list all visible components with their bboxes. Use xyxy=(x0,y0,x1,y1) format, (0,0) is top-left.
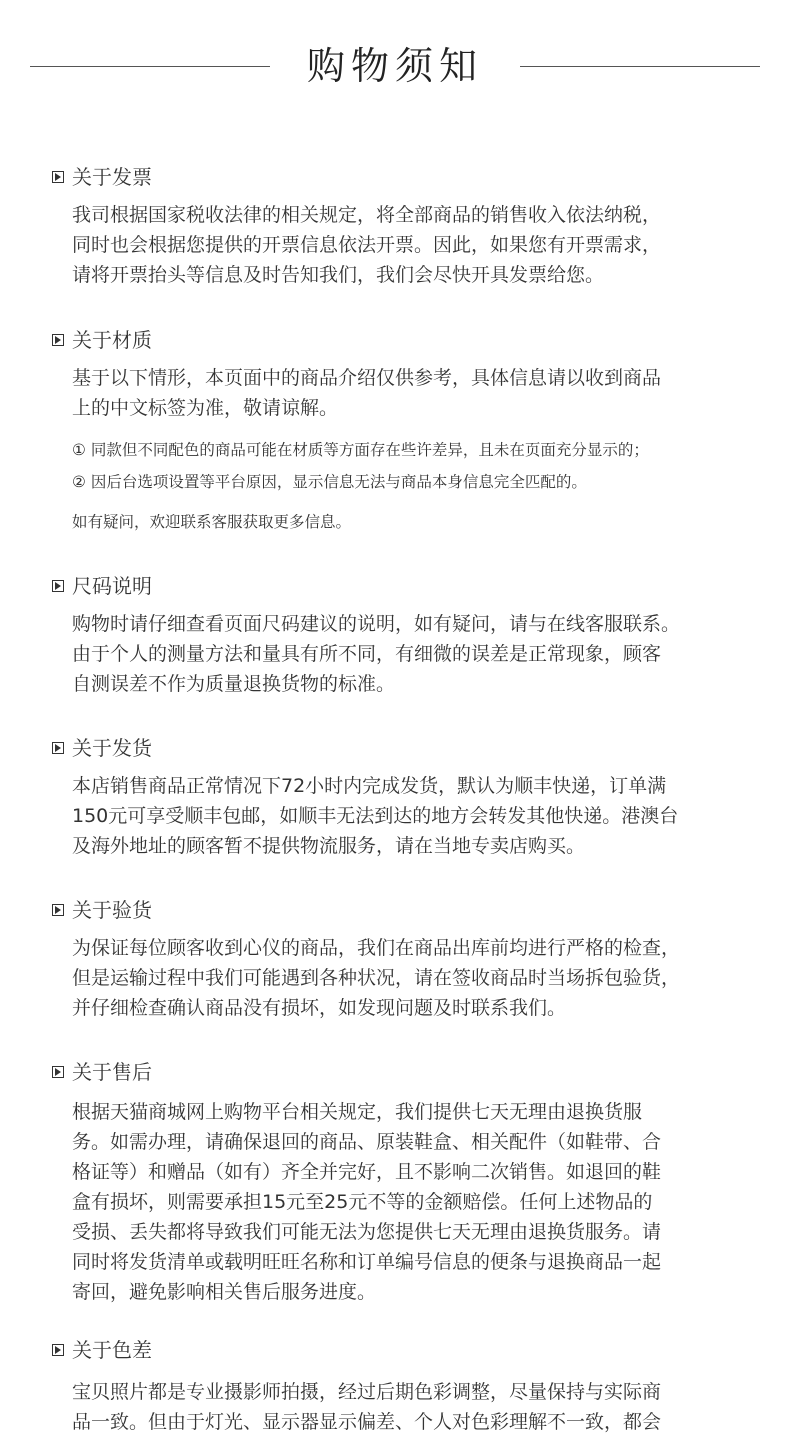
section-heading xyxy=(52,1059,752,1085)
section-material xyxy=(52,327,752,533)
body-line: 品一致。但由于灯光、显示器显示偏差、个人对色彩理解不一致，都会 xyxy=(72,1411,662,1433)
title-divider-left xyxy=(30,66,270,67)
play-square-icon xyxy=(52,580,64,592)
section-heading xyxy=(52,164,752,190)
play-square-icon xyxy=(52,334,64,346)
section-heading-text: 关于发货 xyxy=(72,736,152,760)
body-line: 自测误差不作为质量退换货物的标准。 xyxy=(72,673,396,695)
body-line: 本店销售商品正常情况下72小时内完成发货，默认为顺丰快递，订单满 xyxy=(72,775,667,797)
body-line: 宝贝照片都是专业摄影师拍摄，经过后期色彩调整，尽量保持与实际商 xyxy=(72,1381,662,1403)
section-heading xyxy=(52,327,752,353)
section-heading-text: 关于色差 xyxy=(72,1338,152,1362)
play-square-icon xyxy=(52,171,64,183)
body-line: 但是运输过程中我们可能遇到各种状况，请在签收商品时当场拆包验货， xyxy=(72,967,681,989)
title-row xyxy=(0,38,790,94)
section-body xyxy=(72,771,752,861)
body-line: 由于个人的测量方法和量具有所不同，有细微的误差是正常现象，顾客 xyxy=(72,643,662,665)
section-heading xyxy=(52,735,752,761)
body-line: 同时将发货清单或载明旺旺名称和订单编号信息的便条与退换商品一起 xyxy=(72,1251,662,1273)
material-note: ① 同款但不同配色的商品可能在材质等方面存在些许差异，且未在页面充分显示的； xyxy=(72,441,649,459)
section-shipping xyxy=(52,735,752,861)
section-body xyxy=(72,609,752,699)
section-color-difference xyxy=(52,1337,752,1437)
section-heading xyxy=(52,897,752,923)
section-size-guide xyxy=(52,573,752,699)
section-body xyxy=(72,1097,752,1307)
title-divider-right xyxy=(520,66,760,67)
play-square-icon xyxy=(52,1066,64,1078)
play-square-icon xyxy=(52,1344,64,1356)
section-body xyxy=(72,933,752,1023)
section-heading-text: 尺码说明 xyxy=(72,574,152,598)
body-line: 请将开票抬头等信息及时告知我们，我们会尽快开具发票给您。 xyxy=(72,264,605,286)
body-line: 为保证每位顾客收到心仪的商品，我们在商品出库前均进行严格的检查， xyxy=(72,937,681,959)
body-line: 基于以下情形，本页面中的商品介绍仅供参考，具体信息请以收到商品 xyxy=(72,367,662,389)
section-heading-text: 关于发票 xyxy=(72,165,152,189)
play-square-icon xyxy=(52,904,64,916)
material-note: ② 因后台选项设置等平台原因，显示信息无法与商品本身信息完全匹配的。 xyxy=(72,473,587,491)
body-line: 及海外地址的顾客暂不提供物流服务，请在当地专卖店购买。 xyxy=(72,835,586,857)
body-line: 盒有损坏，则需要承担15元至25元不等的金额赔偿。任何上述物品的 xyxy=(72,1191,653,1213)
body-line: 并仔细检查确认商品没有损坏，如发现问题及时联系我们。 xyxy=(72,997,567,1019)
play-square-icon xyxy=(52,742,64,754)
section-heading-text: 关于售后 xyxy=(72,1060,152,1084)
body-line: 根据天猫商城网上购物平台相关规定，我们提供七天无理由退换货服 xyxy=(72,1101,643,1123)
body-line: 同时也会根据您提供的开票信息依法开票。因此，如果您有开票需求， xyxy=(72,234,662,256)
body-line: 受损、丢失都将导致我们可能无法为您提供七天无理由退换货服务。请 xyxy=(72,1221,662,1243)
section-heading xyxy=(52,1337,752,1363)
material-footnote: 如有疑问，欢迎联系客服获取更多信息。 xyxy=(72,513,352,531)
section-body xyxy=(72,363,752,423)
body-line: 我司根据国家税收法律的相关规定，将全部商品的销售收入依法纳税， xyxy=(72,204,662,226)
section-body xyxy=(72,1377,752,1437)
body-line: 上的中文标签为准，敬请谅解。 xyxy=(72,397,339,419)
body-line: 150元可享受顺丰包邮，如顺丰无法到达的地方会转发其他快递。港澳台 xyxy=(72,805,679,827)
section-inspection xyxy=(52,897,752,1023)
section-body xyxy=(72,200,752,290)
body-line: 务。如需办理，请确保退回的商品、原装鞋盒、相关配件（如鞋带、合 xyxy=(72,1131,662,1153)
page-title: 购物须知 xyxy=(306,44,483,88)
body-line: 格证等）和赠品（如有）齐全并完好，且不影响二次销售。如退回的鞋 xyxy=(72,1161,662,1183)
section-invoice xyxy=(52,164,752,290)
section-heading xyxy=(52,573,752,599)
section-after-sales xyxy=(52,1059,752,1307)
body-line: 寄回，避免影响相关售后服务进度。 xyxy=(72,1281,377,1303)
section-heading-text: 关于材质 xyxy=(72,328,152,352)
body-line: 购物时请仔细查看页面尺码建议的说明，如有疑问，请与在线客服联系。 xyxy=(72,613,681,635)
section-heading-text: 关于验货 xyxy=(72,898,152,922)
